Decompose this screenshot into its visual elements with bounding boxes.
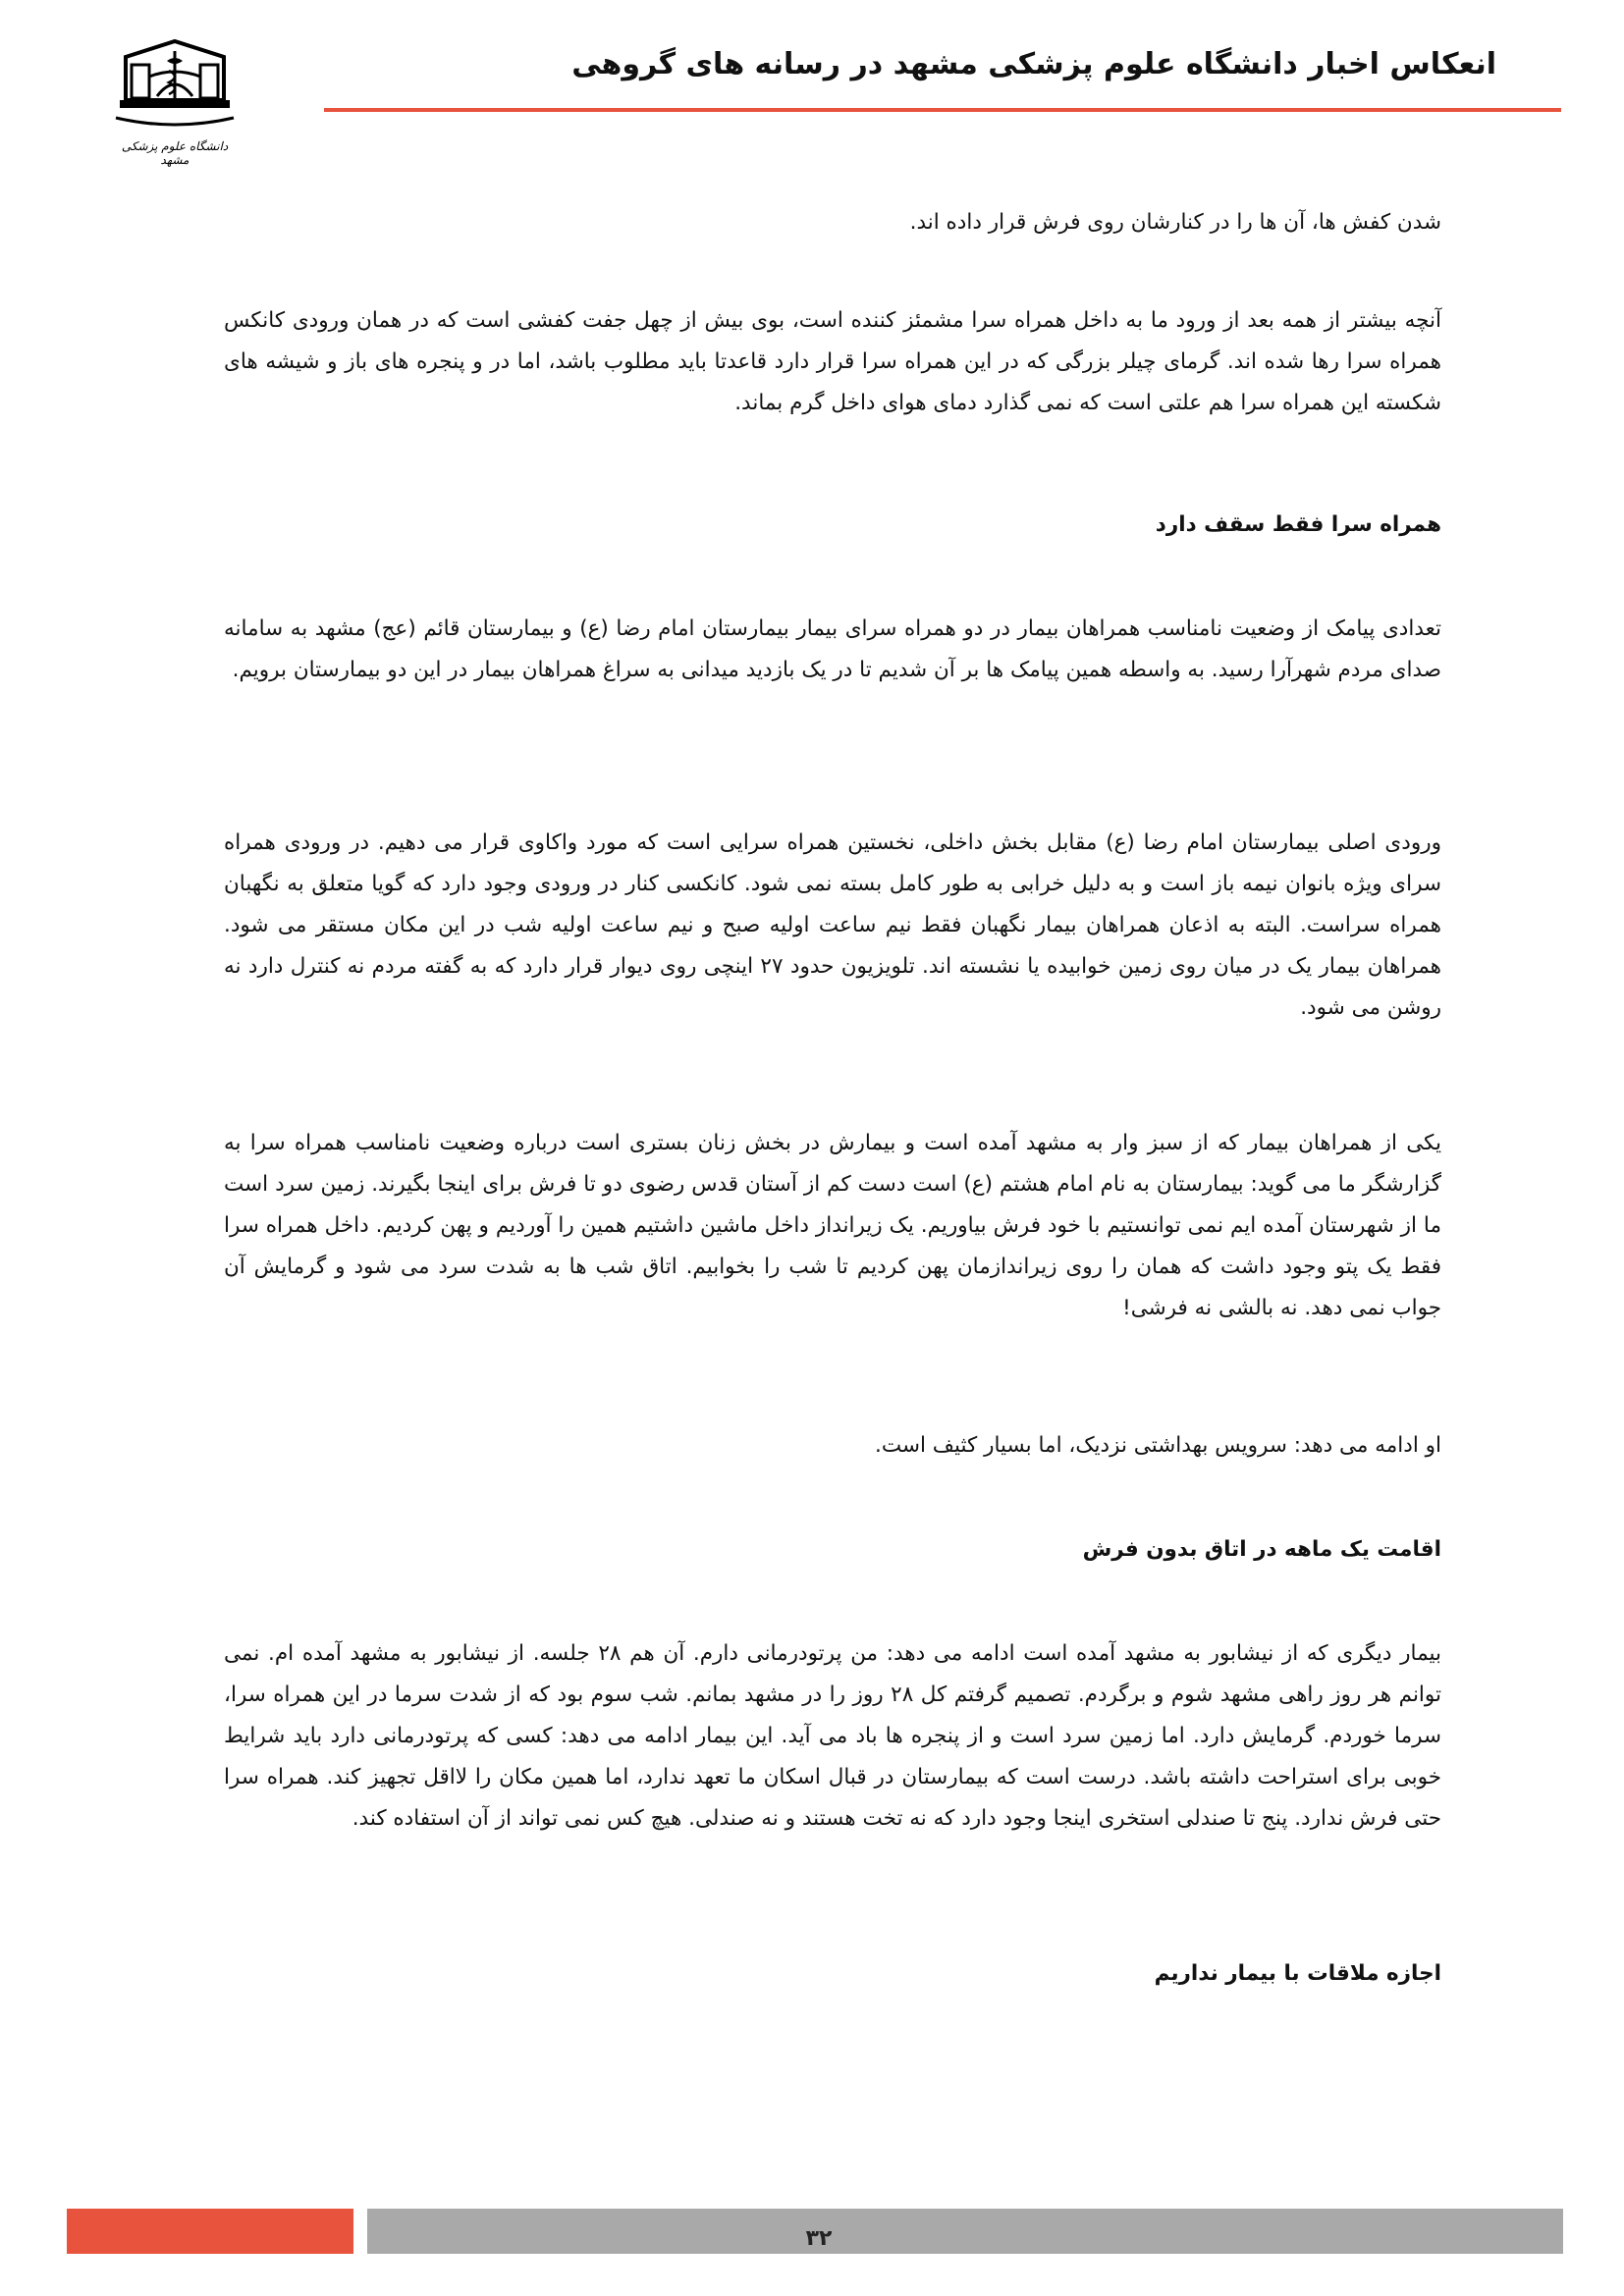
header-title: انعکاس اخبار دانشگاه علوم پزشکی مشهد در رسانه های گروهی	[571, 47, 1496, 81]
section-heading: اجازه ملاقات با بیمار نداریم	[1154, 1961, 1441, 1986]
paragraph: او ادامه می دهد: سرویس بهداشتی نزدیک، اما بسیار کثیف است.	[875, 1433, 1441, 1458]
page-number: ۳۲	[805, 2226, 833, 2251]
logo-caption: دانشگاه علوم پزشکی مشهد	[121, 139, 229, 167]
footer-gray-bar	[367, 2209, 1563, 2254]
university-logo	[106, 37, 244, 165]
paragraph: ورودی اصلی بیمارستان امام رضا (ع) مقابل بخش داخلی، نخستین همراه سرایی است که مورد واکاوی قرار می دهیم. در ورودی همراه سرای ویژه بانوان نیمه باز است و به دلیل خرابی به طور کامل بسته نمی شود. کانکسی کنار در ورودی وجود دارد که گویا متعلق به نگهبان همراه سراست. البته به اذعان همراهان بیمار نگهبان فقط نیم ساعت اولیه صبح و نیم ساعت اولیه شب در این مکان مستقر می شود. همراهان بیمار یک در میان روی زمین خوابیده یا نشسته اند. تلویزیون حدود ۲۷ اینچی روی دیوار قرار دارد که به گفته مردم نه کنترل دارد نه روشن می شود.	[224, 830, 1441, 1020]
footer-red-bar	[67, 2209, 353, 2254]
header-divider	[324, 108, 1561, 112]
paragraph: یکی از همراهان بیمار که از سبز وار به مشهد آمده است و بیمارش در بخش زنان بستری است درباره وضعیت نامناسب همراه سرا به گزارشگر ما می گوید: بیمارستان به نام امام هشتم (ع) است دست کم از آستان قدس رضوی دو تا فرش برای اینجا بگیرند. زمین سرد است ما از شهرستان آمده ایم نمی توانستیم با خود فرش بیاوریم. یک زیرانداز داخل ماشین داشتیم همین را آوردیم و پهن کردیم. داخل همراه سرا فقط یک پتو وجود داشت که همان را روی زیراندازمان پهن کردیم تا شب را بخوابیم. اتاق شب ها به شدت سرد می شود و گرمایش آن جواب نمی دهد. نه بالشی نه فرشی!	[224, 1131, 1441, 1320]
section-heading: همراه سرا فقط سقف دارد	[1155, 512, 1441, 537]
section-heading: اقامت یک ماهه در اتاق بدون فرش	[1082, 1537, 1441, 1562]
paragraph: آنچه بیشتر از همه بعد از ورود ما به داخل همراه سرا مشمئز کننده است، بوی بیش از چهل جفت کفشی است که در همان ورودی کانکس همراه سرا رها شده اند. گرمای چیلر بزرگی که در این همراه سرا قرار دارد قاعدتا باید مطلوب باشد، اما در و پنجره های باز و شیشه های شکسته این همراه سرا هم علتی است که نمی گذارد دمای هوای داخل گرم بماند.	[224, 308, 1441, 415]
paragraph: بیمار دیگری که از نیشابور به مشهد آمده است ادامه می دهد: من پرتودرمانی دارم. آن هم ۲۸ جلسه. از نیشابور به مشهد آمده ام. نمی توانم هر روز راهی مشهد شوم و برگردم. تصمیم گرفتم کل ۲۸ روز را در مشهد بمانم. شب سوم بود که از شدت سرما در این همراه سرا، سرما خوردم. گرمایش دارد. اما زمین سرد است و از پنجره ها باد می آید. این بیمار ادامه می دهد: کسی که پرتودرمانی دارد باید شرایط خوبی برای استراحت داشته باشد. درست است که بیمارستان در قبال اسکان ما تعهد ندارد، اما همین مکان را لااقل تجهیز کند. همراه سرا حتی فرش ندارد. پنج تا صندلی استخری اینجا وجود دارد که نه تخت هستند و نه صندلی. هیچ کس نمی تواند از آن استفاده کند.	[224, 1641, 1441, 1831]
university-emblem-icon	[106, 37, 244, 139]
page-header	[0, 0, 1624, 187]
paragraph: شدن کفش ها، آن ها را در کنارشان روی فرش قرار داده اند.	[909, 210, 1441, 235]
paragraph: تعدادی پیامک از وضعیت نامناسب همراهان بیمار در دو همراه سرای بیمار بیمارستان امام رضا (ع) و بیمارستان قائم (عج) مشهد به سامانه صدای مردم شهرآرا رسید. به واسطه همین پیامک ها بر آن شدیم تا در یک بازدید میدانی به سراغ همراهان بیمار در این دو بیمارستان برویم.	[224, 616, 1441, 682]
